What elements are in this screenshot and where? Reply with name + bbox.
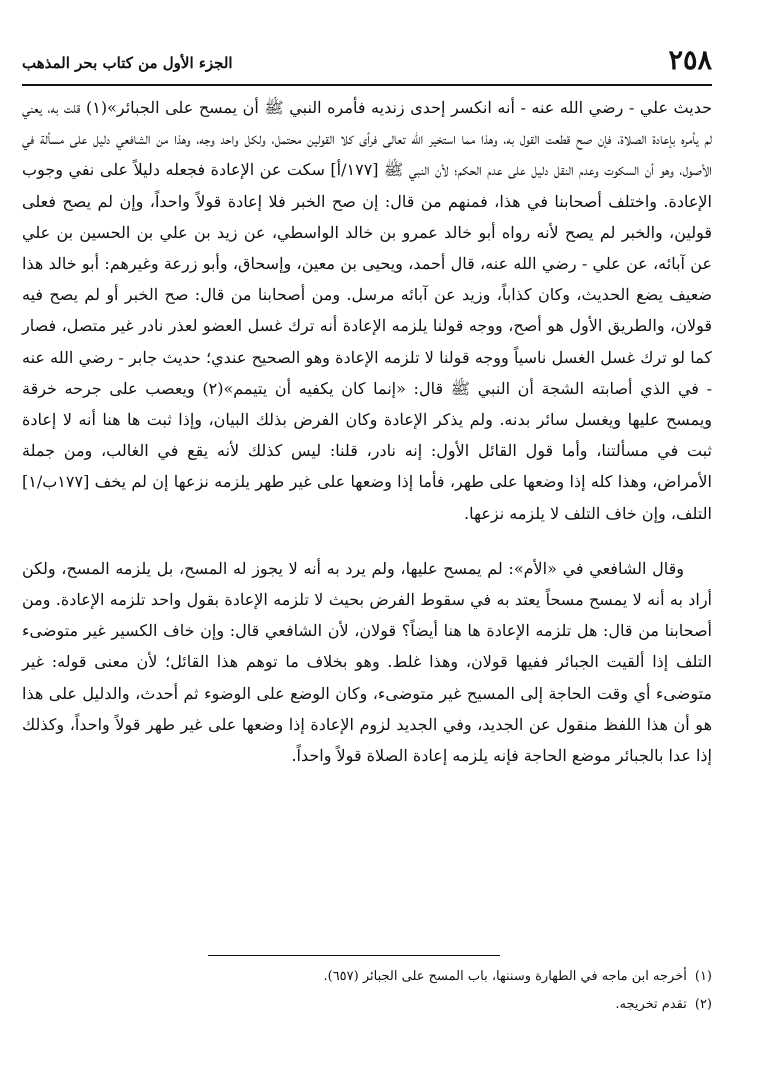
main-text — [22, 92, 712, 771]
running-title: الجزء الأول من كتاب بحر المذهب — [22, 54, 233, 72]
page-number: ٢٥٨ — [668, 45, 712, 76]
footnote-text: تقدم تخريجه. — [615, 997, 687, 1012]
footnotes — [22, 963, 712, 1019]
page-header — [22, 44, 712, 86]
paragraph: حديث علي - رضي الله عنه - أنه انكسر إحدى زنديه فأمره النبي ﷺ أن يمسح على الجبائر»(١) قلت به، يعني لم يأمره بإعادة الصلاة، فإن صح قطعت القول به، وهذا مما استخير الله تعالى فرأى كلا القولين محتمل، ولكل واحد وجه، وهذا من الشافعي دليل على مسألة في الأصول، وهو أن السكوت وعدم النقل دليل على عدم الحكم؛ لأن النبي ﷺ [١٧٧/أ] سكت عن الإعادة فجعله دليلاً على نفي وجوب الإعادة. واختلف أصحابنا في هذا، فمنهم من قال: إن صح الخبر فلا إعادة قولاً واحداً، وإن لم يصح فعلى قولين، والخبر لم يصح لأنه رواه أبو خالد عمرو بن خالد الواسطي، عن زيد بن علي بن الحسين بن علي عن آبائه، عن علي - رضي الله عنه، قال أحمد، ويحيى بن معين، وإسحاق، وأبو زرعة وغيرهم: أبو خالد هذا ضعيف يضع الحديث، وكان كذاباً، وزيد عن آبائه مرسل. ومن أصحابنا من قال: صح الخبر أو لم يصح فيه قولان، والطريق الأول هو أصح، ووجه قولنا يلزمه الإعادة أنه ترك غسل العضو لعذر نادر غير متصل، فصار كما لو ترك غسل الغسل ناسياً ووجه قولنا لا تلزمه الإعادة وهو الصحيح عندي؛ حديث جابر - رضي الله عنه - في الذي أصابته الشجة أن النبي ﷺ قال: «إنما كان يكفيه أن يتيمم»(٢) ويعصب على جرحه خرقة ويمسح عليها ويغسل سائر بدنه. ولم يذكر الإعادة وكان الفرض بذلك البيان، وإذا ثبت ها هنا أنه لا إعادة ثبت في مسألتنا، وأما قول القائل الأول: إنه نادر، قلنا: ليس كذلك لأنه يقع في الغالب، ومن جملة الأمراض، وهذا كله إذا وضعها على طهر، فأما إذا وضعها على غير طهر يلزمه نزعها إن لم يخف [١٧٧ب/١] التلف، وإن خاف التلف لا يلزمه نزعها. — [22, 98, 713, 523]
footnote-number: (٢) — [694, 997, 712, 1012]
paragraph: وقال الشافعي في «الأم»: لم يمسح عليها، ولم يرد به أنه لا يجوز له المسح، بل يلزمه المسح، ولكن أراد به أنه لا يمسح مسحاً يعتد به في سقوط الفرض بحيث لا تلزمه الإعادة بقول واحد تلزمه الإعادة. ومن أصحابنا من قال: هل تلزمه الإعادة ها هنا أيضاً؟ قولان، لأن الشافعي قال: وإن خاف الكسير غير متوضىء التلف إذا ألقيت الجبائر ففيها قولان، وهذا غلط. وهو بخلاف ما توهم هذا القائل؛ لأن معنى قوله: غير متوضىء أي وقت الحاجة إلى المسيح غير متوضىء، وكان الوضع على الوضوء ثم أحدث، والدليل على هذا هو أن هذا اللفظ منقول عن الجديد، وفي الجديد لزوم الإعادة إذا وضعها على غير طهر قولاً واحداً، وكذلك إذا عدا بالجبائر موضع الحاجة فإنه يلزمه إعادة الصلاة قولاً واحداً. — [22, 558, 713, 766]
footnote-separator — [208, 955, 500, 956]
footnote-number: (١) — [694, 969, 712, 984]
footnote — [22, 963, 712, 991]
footnote — [22, 991, 712, 1019]
footnote-text: أخرجه ابن ماجه في الطهارة وسننها، باب المسح على الجبائر (٦٥٧). — [323, 969, 687, 984]
